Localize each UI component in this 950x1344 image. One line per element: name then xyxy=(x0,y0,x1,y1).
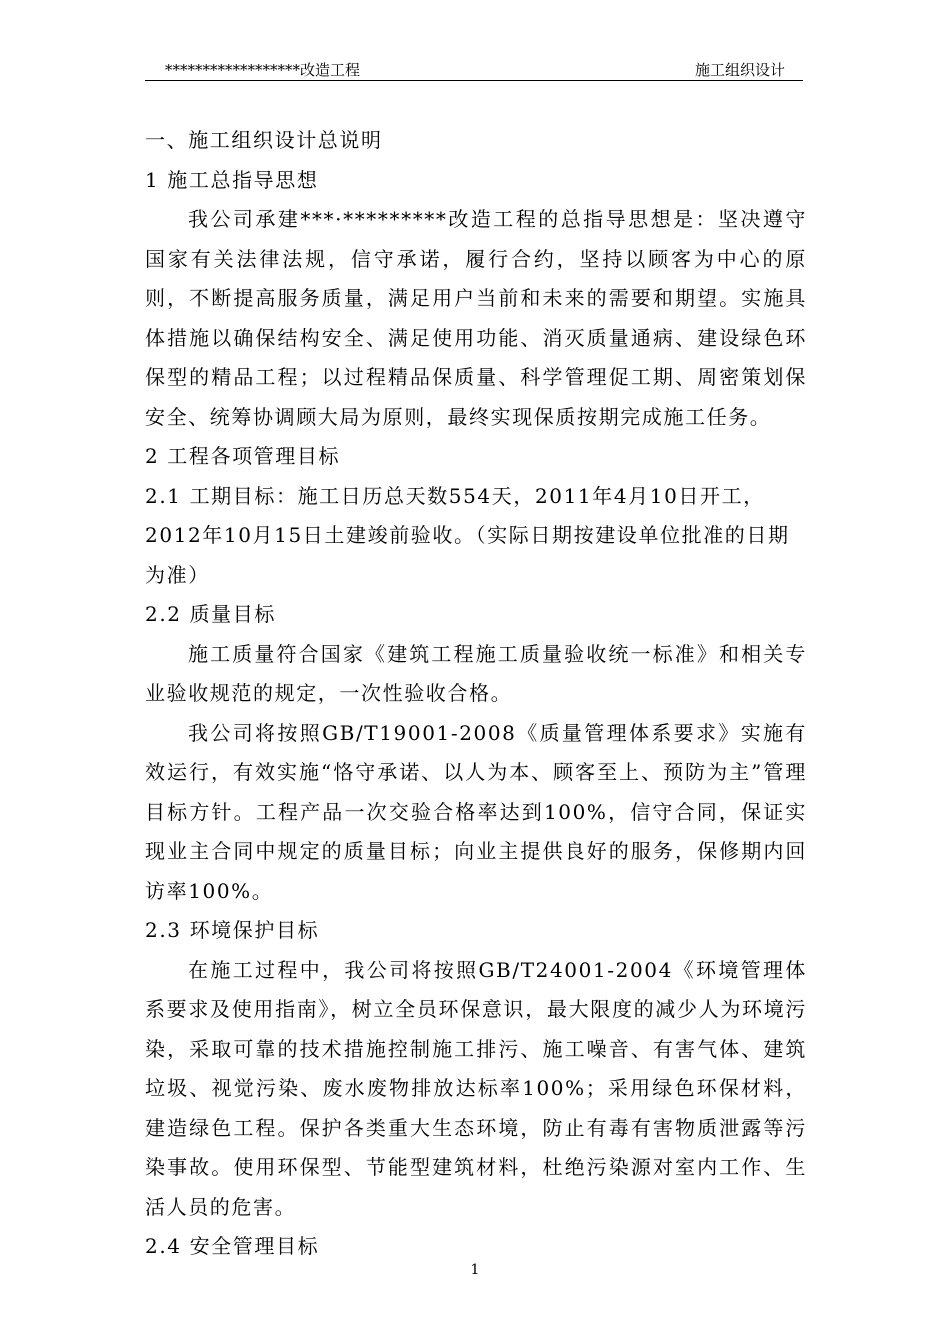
paragraph: 我公司承建***·*********改造工程的总指导思想是：坚决遵守国家有关法律法规，信守承诺，履行合约，坚持以顾客为中心的原则，不断提高服务质量，满足用户当前和未来的需要和期望。实施具体措施以确保结构安全、满足使用功能、消灭质量通病、建设绿色环保型的精品工程；以过程精品保质量、科学管理促工期、周密策划保安全、统筹协调顾大局为原则，最终实现保质按期完成施工任务。 xyxy=(145,207,807,429)
page-number: 1 xyxy=(470,1262,480,1278)
header-project-title: ******************改造工程 xyxy=(165,61,361,79)
subsection-heading: 2.2 质量目标 xyxy=(145,602,276,626)
page-header xyxy=(145,56,803,81)
document-body xyxy=(145,121,807,1267)
subsection-heading: 2.3 环境保护目标 xyxy=(145,918,320,942)
paragraph: 施工质量符合国家《建筑工程施工质量验收统一标准》和相关专业验收规范的规定，一次性验收合格。 xyxy=(145,641,807,705)
paragraph: 在施工过程中，我公司将按照GB/T24001-2004《环境管理体系要求及使用指南》，树立全员环保意识，最大限度的减少人为环境污染，采取可靠的技术措施控制施工排污、施工噪音、有害气体、建筑垃圾、视觉污染、废水废物排放达标率100%；采用绿色环保材料，建造绿色工程。保护各类重大生态环境，防止有毒有害物质泄露等污染事故。使用环保型、节能型建筑材料，杜绝污染源对室内工作、生活人员的危害。 xyxy=(145,957,807,1219)
subsection-heading: 2.4 安全管理目标 xyxy=(145,1234,320,1258)
header-doc-title: 施工组织设计 xyxy=(694,61,785,79)
subsection-heading: 1 施工总指导思想 xyxy=(145,167,319,192)
subsection-heading: 2 工程各项管理目标 xyxy=(145,444,341,468)
paragraph: 我公司将按照GB/T19001-2008《质量管理体系要求》实施有效运行，有效实施“恪守承诺、以人为本、顾客至上、预防为主”管理目标方针。工程产品一次交验合格率达到100%，信守合同，保证实现业主合同中规定的质量目标；向业主提供良好的服务，保修期内回访率100%。 xyxy=(145,720,807,903)
schedule-target: 2.1 工期目标：施工日历总天数554天，2011年4月10日开工，2012年10月15日土建竣前验收。（实际日期按建设单位批准的日期为准） xyxy=(145,483,790,587)
section-heading: 一、施工组织设计总说明 xyxy=(145,128,383,152)
